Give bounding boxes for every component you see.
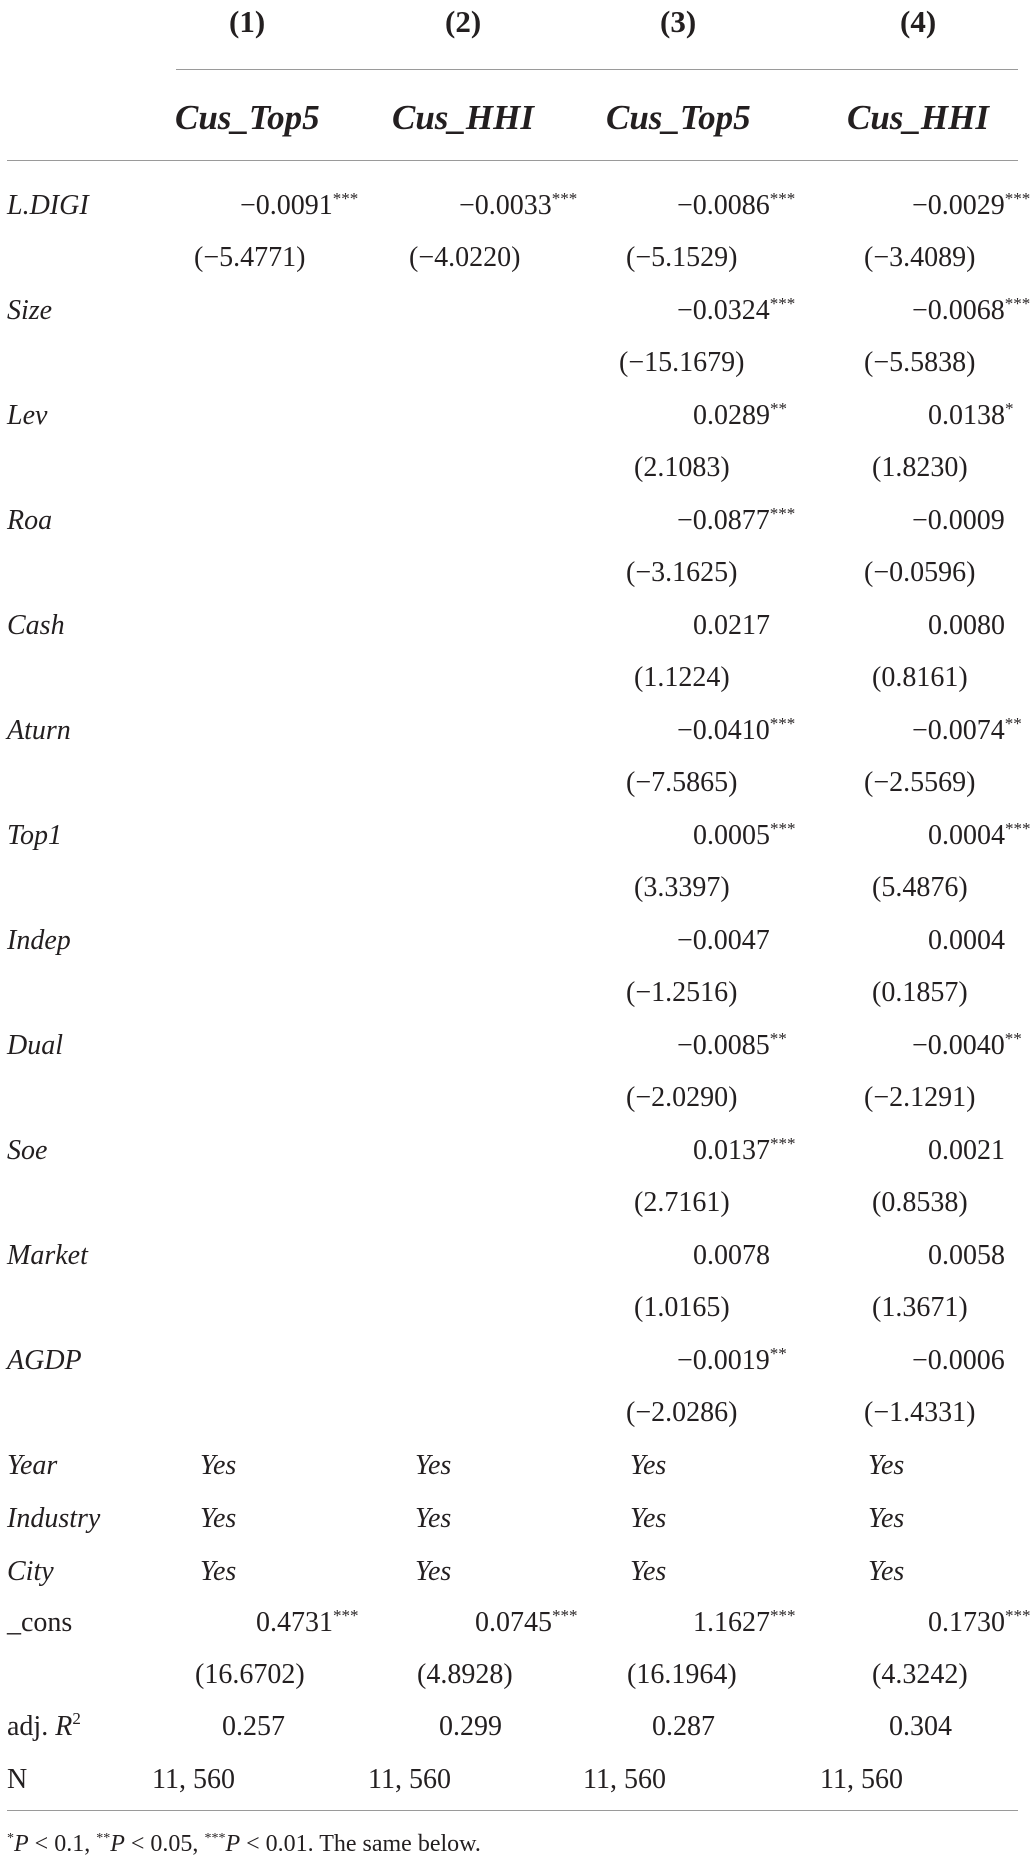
t-statistic-cell: (2.1083) (634, 452, 730, 483)
coefficient-cell (677, 504, 796, 536)
significance-stars: ** (1004, 1029, 1022, 1048)
significance-stars: *** (770, 819, 796, 838)
t-statistic-cell: (4.8928) (417, 1659, 513, 1690)
dependent-variable-header: Cus_Top5 (175, 98, 320, 137)
coefficient-cell (928, 1606, 1031, 1638)
significance-stars: ** (770, 399, 787, 418)
t-statistic-cell: (−0.0596) (864, 557, 976, 588)
observation-count: 11, 560 (583, 1764, 666, 1795)
coefficient-cell (912, 714, 1022, 746)
footnote (7, 1832, 481, 1856)
t-statistic-cell: (1.0165) (634, 1292, 730, 1323)
row-label-aturn: Aturn (7, 715, 71, 746)
coefficient-value: 0.0004 (928, 925, 1005, 956)
footnote-s3: *** (204, 1831, 226, 1846)
coefficient-value: −0.0029 (912, 190, 1005, 221)
coefficient-value: −0.0019 (677, 1345, 770, 1376)
fixed-effect-indicator: Yes (415, 1450, 452, 1481)
coefficient-cell (256, 1606, 359, 1638)
coefficient-value: −0.0068 (912, 295, 1005, 326)
row-label-indep: Indep (7, 925, 71, 956)
coefficient-cell (912, 1347, 1005, 1375)
row-label-soe: Soe (7, 1135, 48, 1166)
footnote-s2: ** (96, 1831, 111, 1846)
coefficient-value: −0.0033 (459, 190, 552, 221)
observation-count: 11, 560 (152, 1764, 235, 1795)
t-statistic-cell: (−5.5838) (864, 347, 976, 378)
t-statistic-cell: (−2.0286) (626, 1397, 738, 1428)
column-number-header: (2) (445, 4, 482, 39)
footnote-p1: P (14, 1831, 29, 1857)
header-bottom-rule (7, 160, 1018, 161)
t-statistic-cell: (4.3242) (872, 1659, 968, 1690)
coefficient-cell (693, 399, 787, 431)
row-label-dual: Dual (7, 1030, 63, 1061)
row-label-top1: Top1 (7, 820, 63, 851)
coefficient-cell (912, 1029, 1022, 1061)
fixed-effect-indicator: Yes (415, 1503, 452, 1534)
significance-stars: *** (1004, 189, 1031, 208)
coefficient-value: 0.0289 (693, 400, 770, 431)
row-label-year: Year (7, 1450, 58, 1481)
dependent-variable-header: Cus_HHI (392, 98, 534, 137)
fixed-effect-indicator: Yes (868, 1556, 905, 1587)
coefficient-value: −0.0091 (240, 190, 333, 221)
t-statistic-cell: (−2.5569) (864, 767, 976, 798)
coefficient-value: 0.0080 (928, 610, 1005, 641)
coefficient-cell (693, 1242, 770, 1270)
adj-prefix: adj. (7, 1711, 56, 1742)
observation-count: 11, 560 (820, 1764, 903, 1795)
significance-stars: *** (769, 294, 796, 313)
coefficient-value: 0.4731 (256, 1607, 333, 1638)
t-statistic-cell: (3.3397) (634, 872, 730, 903)
coefficient-cell (912, 189, 1031, 221)
fixed-effect-indicator: Yes (630, 1556, 667, 1587)
significance-stars: *** (770, 1134, 796, 1153)
coefficient-value: −0.0040 (912, 1030, 1005, 1061)
coefficient-cell (677, 189, 796, 221)
coefficient-cell (693, 1606, 796, 1638)
t-statistic-cell: (−5.1529) (626, 242, 738, 273)
row-label-city: City (7, 1556, 54, 1587)
significance-stars: *** (332, 189, 359, 208)
coefficient-value: 0.0004 (928, 820, 1005, 851)
t-statistic-cell: (−2.0290) (626, 1082, 738, 1113)
adj-r2-value: 0.287 (652, 1711, 715, 1742)
row-label-lev: Lev (7, 400, 48, 431)
coefficient-cell (928, 927, 1005, 955)
dependent-variable-header: Cus_HHI (847, 98, 989, 137)
t-statistic-cell: (1.8230) (872, 452, 968, 483)
adj-r2-value: 0.257 (222, 1711, 285, 1742)
coefficient-cell (928, 1137, 1005, 1165)
row-label-cons: _cons (7, 1607, 73, 1638)
significance-stars: ** (769, 1029, 787, 1048)
row-label-market: Market (7, 1240, 88, 1271)
fixed-effect-indicator: Yes (415, 1556, 452, 1587)
row-label-l-digi: L.DIGI (7, 190, 89, 221)
coefficient-value: 0.0078 (693, 1240, 770, 1271)
column-number-header: (3) (660, 4, 697, 39)
significance-stars: ** (769, 1344, 787, 1363)
row-label-n: N (7, 1764, 28, 1795)
coefficient-cell (677, 294, 796, 326)
significance-stars: *** (1004, 294, 1031, 313)
coefficient-value: 0.0137 (693, 1135, 770, 1166)
dependent-variable-header: Cus_Top5 (606, 98, 751, 137)
row-label-size: Size (7, 295, 53, 326)
footnote-t2: < 0.05, (124, 1831, 205, 1857)
coefficient-cell (928, 612, 1005, 640)
coefficient-value: −0.0009 (912, 505, 1005, 536)
footnote-p2: P (110, 1831, 125, 1857)
footnote-s1: * (7, 1831, 14, 1846)
coefficient-value: 0.0021 (928, 1135, 1005, 1166)
coefficient-value: −0.0877 (677, 505, 770, 536)
coefficient-value: −0.0047 (677, 925, 770, 956)
significance-stars: *** (769, 504, 796, 523)
t-statistic-cell: (1.3671) (872, 1292, 968, 1323)
fixed-effect-indicator: Yes (200, 1450, 237, 1481)
coefficient-cell (928, 819, 1031, 851)
coefficient-cell (693, 819, 796, 851)
coefficient-value: −0.0086 (677, 190, 770, 221)
coefficient-cell (475, 1606, 578, 1638)
fixed-effect-indicator: Yes (630, 1503, 667, 1534)
significance-stars: *** (551, 189, 578, 208)
coefficient-value: −0.0410 (677, 715, 770, 746)
coefficient-cell (677, 714, 796, 746)
coefficient-cell (693, 612, 770, 640)
t-statistic-cell: (0.8538) (872, 1187, 968, 1218)
coefficient-value: −0.0324 (677, 295, 770, 326)
coefficient-cell (928, 1242, 1005, 1270)
coefficient-value: −0.0006 (912, 1345, 1005, 1376)
significance-stars: *** (1005, 819, 1031, 838)
t-statistic-cell: (−3.4089) (864, 242, 976, 273)
footnote-t1: < 0.1, (28, 1831, 97, 1857)
t-statistic-cell: (−4.0220) (409, 242, 521, 273)
significance-stars: *** (333, 1606, 359, 1625)
coefficient-value: 0.0745 (475, 1607, 552, 1638)
adj-r2-value: 0.299 (439, 1711, 502, 1742)
r-superscript: 2 (72, 1709, 81, 1728)
header-subrule (176, 69, 1018, 70)
row-label-cash: Cash (7, 610, 65, 641)
footnote-t3: < 0.01. The same below. (240, 1831, 481, 1857)
significance-stars: *** (1005, 1606, 1031, 1625)
adj-r2-value: 0.304 (889, 1711, 952, 1742)
coefficient-cell (677, 1029, 787, 1061)
t-statistic-cell: (0.1857) (872, 977, 968, 1008)
coefficient-value: 0.1730 (928, 1607, 1005, 1638)
r-symbol: R (55, 1711, 73, 1742)
t-statistic-cell: (2.7161) (634, 1187, 730, 1218)
coefficient-value: 1.1627 (693, 1607, 770, 1638)
coefficient-cell (459, 189, 578, 221)
row-label-roa: Roa (7, 505, 53, 536)
t-statistic-cell: (−3.1625) (626, 557, 738, 588)
coefficient-cell (693, 1134, 796, 1166)
t-statistic-cell: (−15.1679) (619, 347, 745, 378)
column-number-header: (1) (229, 4, 266, 39)
coefficient-value: 0.0005 (693, 820, 770, 851)
coefficient-cell (928, 399, 1014, 431)
significance-stars: *** (552, 1606, 578, 1625)
coefficient-cell (677, 927, 770, 955)
fixed-effect-indicator: Yes (200, 1503, 237, 1534)
t-statistic-cell: (16.6702) (195, 1659, 305, 1690)
significance-stars: *** (770, 1606, 796, 1625)
row-label-adj-r2 (7, 1709, 81, 1742)
fixed-effect-indicator: Yes (200, 1556, 237, 1587)
significance-stars: ** (1004, 714, 1022, 733)
coefficient-value: −0.0085 (677, 1030, 770, 1061)
fixed-effect-indicator: Yes (630, 1450, 667, 1481)
significance-stars: *** (769, 189, 796, 208)
observation-count: 11, 560 (368, 1764, 451, 1795)
t-statistic-cell: (1.1224) (634, 662, 730, 693)
coefficient-value: 0.0217 (693, 610, 770, 641)
row-label-industry: Industry (7, 1503, 101, 1534)
t-statistic-cell: (−1.2516) (626, 977, 738, 1008)
coefficient-cell (240, 189, 359, 221)
footnote-p3: P (225, 1831, 241, 1857)
t-statistic-cell: (5.4876) (872, 872, 968, 903)
coefficient-cell (912, 294, 1031, 326)
t-statistic-cell: (−5.4771) (194, 242, 306, 273)
t-statistic-cell: (16.1964) (627, 1659, 737, 1690)
t-statistic-cell: (−1.4331) (864, 1397, 976, 1428)
coefficient-cell (912, 507, 1005, 535)
coefficient-value: 0.0138 (928, 400, 1005, 431)
table-bottom-rule (7, 1810, 1018, 1811)
coefficient-value: −0.0074 (912, 715, 1005, 746)
t-statistic-cell: (0.8161) (872, 662, 968, 693)
significance-stars: *** (769, 714, 796, 733)
t-statistic-cell: (−7.5865) (626, 767, 738, 798)
coefficient-cell (677, 1344, 787, 1376)
fixed-effect-indicator: Yes (868, 1450, 905, 1481)
fixed-effect-indicator: Yes (868, 1503, 905, 1534)
coefficient-value: 0.0058 (928, 1240, 1005, 1271)
significance-stars: * (1005, 399, 1014, 418)
t-statistic-cell: (−2.1291) (864, 1082, 976, 1113)
row-label-agdp: AGDP (7, 1345, 82, 1376)
column-number-header: (4) (900, 4, 937, 39)
